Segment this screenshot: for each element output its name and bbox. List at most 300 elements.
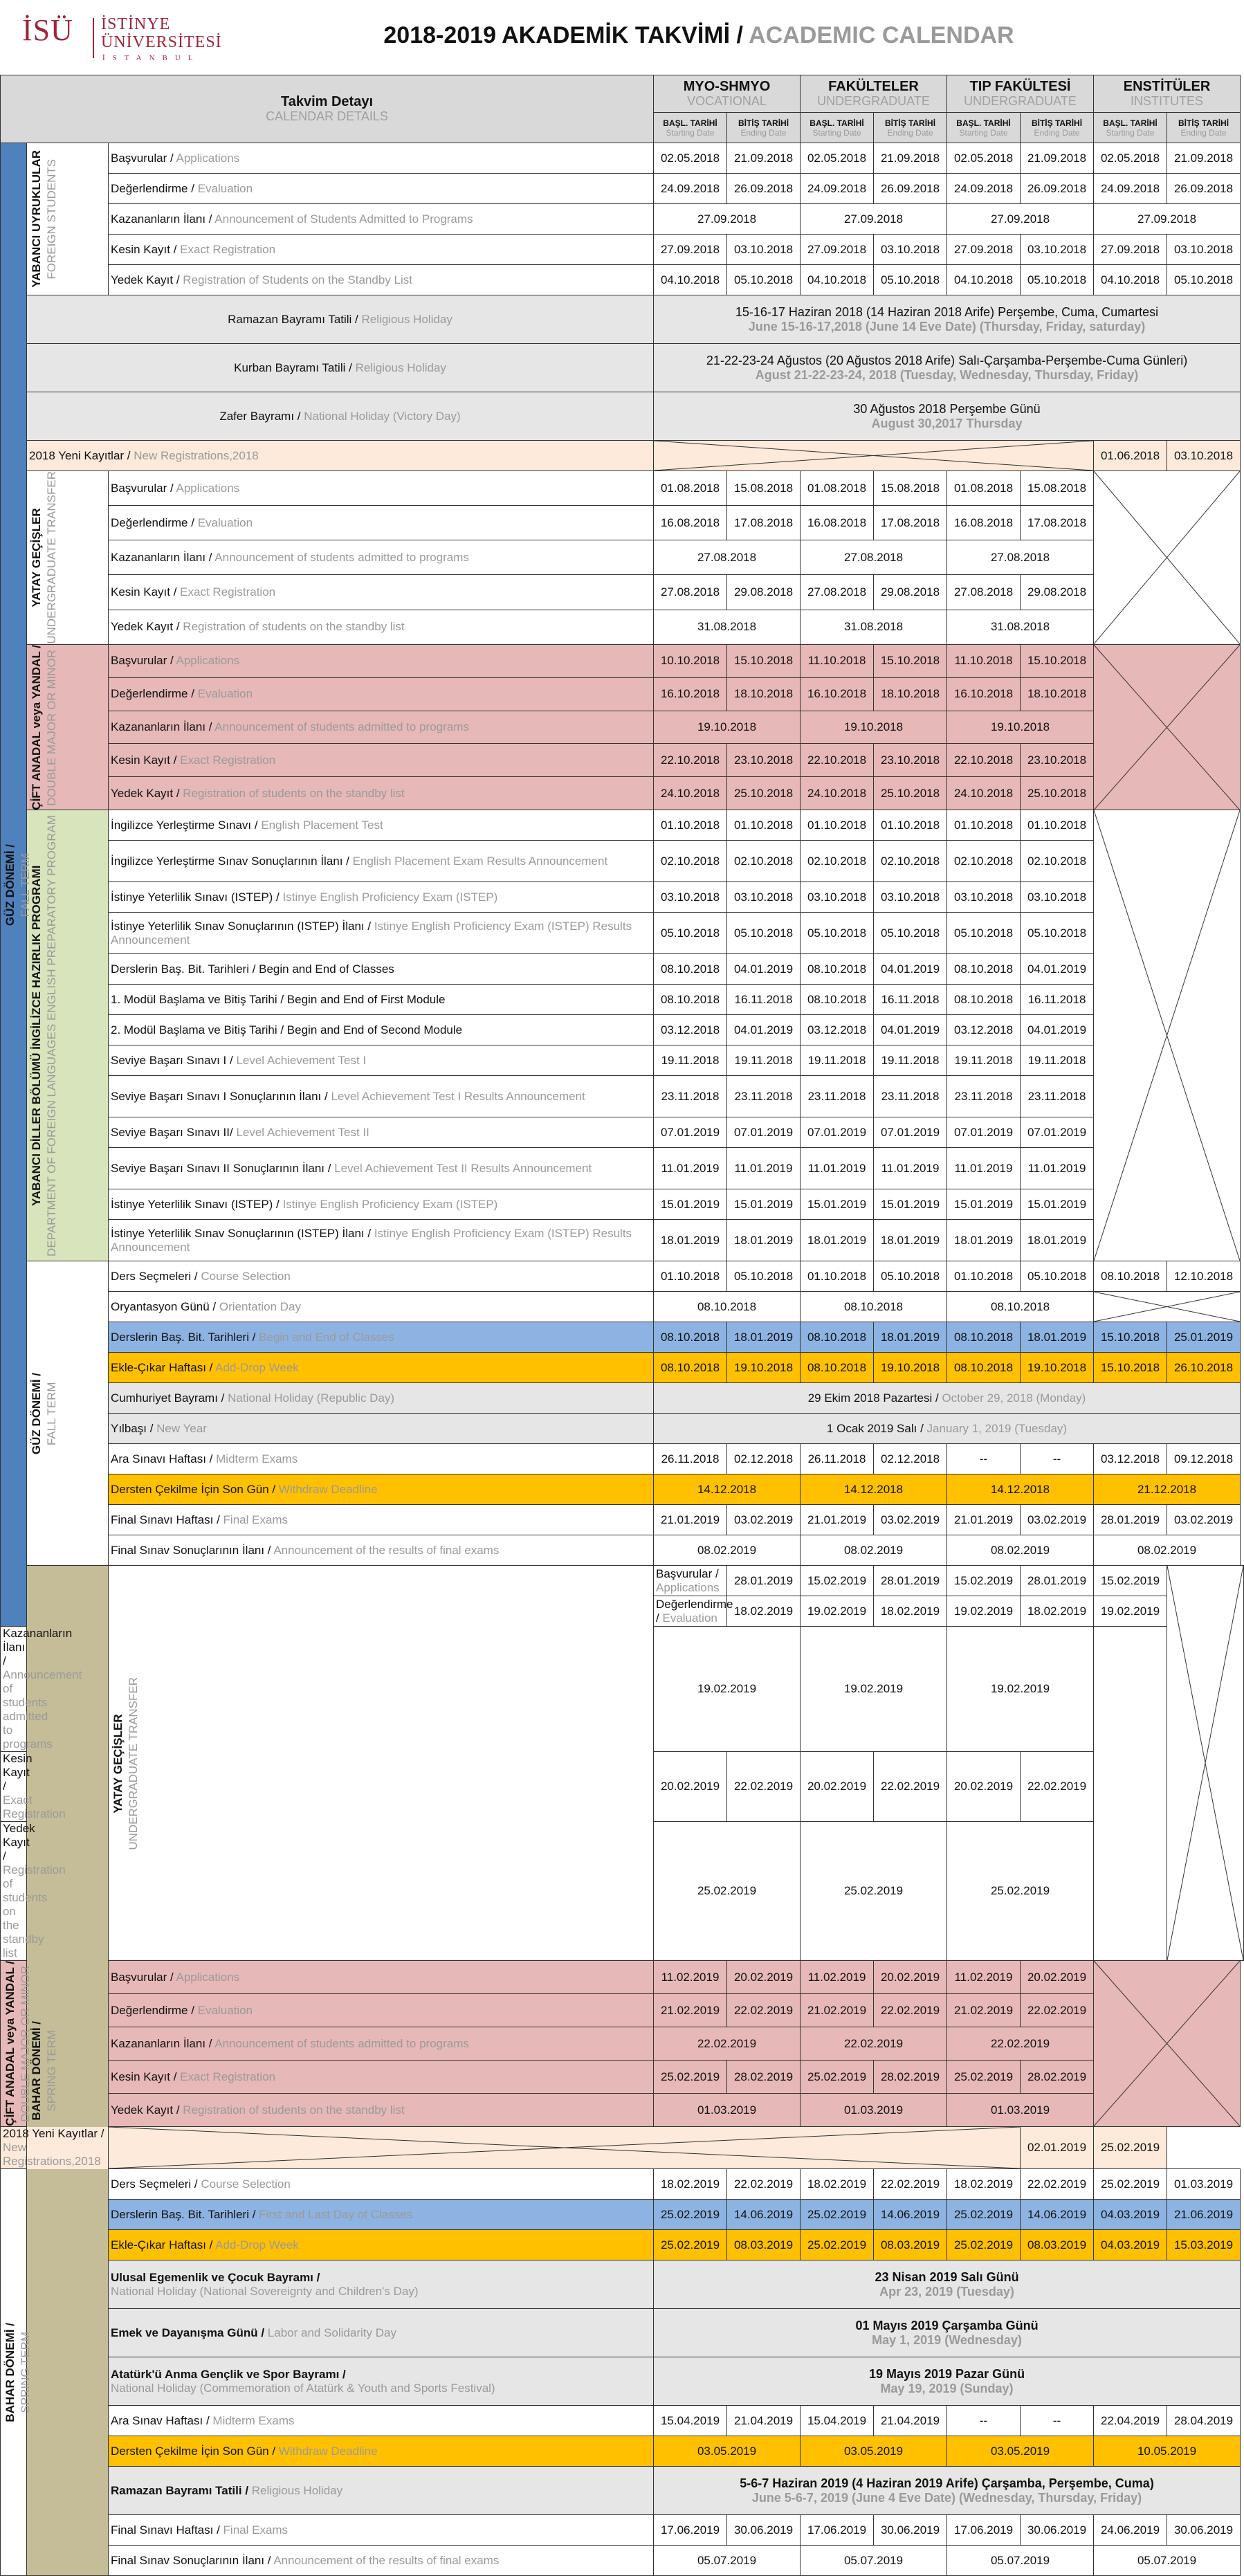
date-cell: 21.09.2018	[874, 143, 947, 174]
spring-transfer-group-tr: YATAY GEÇİŞLER	[111, 1713, 125, 1814]
row-s4	[1, 2260, 1244, 2309]
row-label	[109, 954, 654, 985]
date-cell: 22.04.2019	[1094, 2406, 1167, 2436]
date-cell: 20.02.2019	[1021, 1961, 1094, 1994]
start-date-header	[801, 113, 874, 143]
date-cell: 25.02.2019	[801, 2061, 874, 2094]
column-group-header	[1094, 75, 1241, 113]
date-cell: 23.10.2018	[727, 744, 801, 777]
row-label	[109, 1015, 654, 1045]
start-date-header	[1094, 113, 1167, 143]
col-tr: ENSTİTÜLER	[1123, 78, 1211, 94]
date-cell: 01.10.2018	[874, 810, 947, 841]
row-label-en: Exact Registration	[3, 1793, 66, 1821]
row-label	[1, 1822, 66, 1961]
row-label-en: Evaluation	[662, 1611, 717, 1625]
date-cell: 03.10.2018	[727, 235, 801, 265]
row-label-en: Registration of students on the standby list	[183, 2103, 405, 2117]
row-label	[109, 540, 654, 575]
prep-program-group	[27, 810, 109, 1261]
date-cell: 30.06.2019	[1167, 2515, 1241, 2546]
date-cell: 16.10.2018	[801, 677, 874, 711]
date-cell: 18.10.2018	[874, 677, 947, 711]
row-s3	[1, 2230, 1244, 2260]
date-cell: 07.01.2019	[801, 1117, 874, 1148]
date-cell: 28.02.2019	[1021, 2061, 1094, 2094]
holiday-tr: 29 Ekim 2018 Pazartesi /	[807, 1391, 939, 1405]
row-p9	[1, 1076, 1244, 1117]
row-g2	[1, 1292, 1244, 1322]
row-t2	[1, 506, 1244, 540]
date-cell: 03.10.2018	[1167, 235, 1241, 265]
row-label-en: Evaluation	[197, 181, 253, 195]
date-cell: 16.11.2018	[727, 985, 801, 1015]
transfer-group-label	[29, 471, 60, 644]
date-cell: 15.01.2019	[654, 1189, 727, 1220]
date-cell: 04.01.2019	[874, 1015, 947, 1045]
row-f2	[1, 174, 1244, 204]
date-cell: 04.01.2019	[727, 954, 801, 985]
double-major-group-tr: ÇİFT ANADAL veya YANDAL /	[30, 644, 43, 810]
date-cell: 05.10.2018	[1167, 265, 1241, 295]
date-cell: 25.02.2019	[654, 2230, 727, 2260]
start-date-label	[656, 118, 724, 138]
date-cell: 26.11.2018	[654, 1444, 727, 1474]
date-cell: 27.08.2018	[801, 575, 874, 610]
date-cell: 11.02.2019	[654, 1961, 727, 1994]
row-sd2	[1, 1994, 1244, 2027]
date-cell: 19.11.2018	[1021, 1045, 1094, 1076]
date-cell: 23.11.2018	[874, 1076, 947, 1117]
end-tr: BİTİŞ TARİHİ	[738, 118, 789, 128]
date-cell: 08.02.2019	[947, 1535, 1094, 1566]
column-group-header	[801, 75, 947, 113]
date-cell: 25.02.2019	[1094, 2127, 1167, 2169]
row-label-tr: 2018 Yeni Kayıtlar /	[3, 2127, 104, 2141]
date-cell: 27.08.2018	[801, 540, 947, 575]
date-cell: 03.05.2019	[801, 2436, 947, 2467]
date-cell: 01.10.2018	[947, 810, 1021, 841]
date-cell: 14.06.2019	[1021, 2200, 1094, 2230]
row-label	[109, 1353, 654, 1383]
details-tr: Takvim Detayı	[280, 93, 374, 109]
holiday-tr: 5-6-7 Haziran 2019 (4 Haziran 2019 Arife) Çarşamba, Perşembe, Cuma)	[740, 2476, 1154, 2490]
row-label-tr: İstinye Yeterlilik Sınav Sonuçlarının (ISTEP) İlanı /	[111, 1226, 372, 1240]
row-label-en: New Registrations,2018	[134, 448, 259, 462]
row-label	[109, 235, 654, 265]
date-cell: 18.01.2019	[727, 1322, 801, 1353]
row-label-en: First and Last Day of Classes	[259, 2207, 413, 2221]
date-cell: 01.08.2018	[801, 471, 874, 506]
row-label-tr: Yedek Kayıt /	[111, 620, 180, 634]
row-label-en: Applications	[656, 1580, 720, 1594]
row-label	[109, 1322, 654, 1353]
col-tr: FAKÜLTELER	[828, 78, 919, 94]
date-cell: 15.01.2019	[874, 1189, 947, 1220]
date-cell: 19.02.2019	[801, 1596, 874, 1627]
row-dm2	[1, 677, 1244, 711]
not-applicable-cell	[654, 441, 1094, 471]
row-label	[109, 985, 654, 1015]
row-label	[109, 711, 654, 744]
fall-semester-group	[27, 1261, 109, 1566]
not-applicable-cross	[1094, 1292, 1240, 1322]
row-label	[109, 1414, 654, 1444]
date-cell: 22.02.2019	[1021, 1994, 1094, 2027]
date-cell: 18.01.2019	[874, 1220, 947, 1261]
date-cell: 02.10.2018	[947, 841, 1021, 882]
date-cell: 19.10.2018	[947, 711, 1094, 744]
end-en: Ending Date	[740, 127, 787, 138]
row-label	[109, 644, 654, 677]
row-f1	[1, 143, 1244, 174]
row-h2	[1, 344, 1244, 392]
date-cell: 18.01.2019	[874, 1322, 947, 1353]
date-cell: 27.09.2018	[947, 235, 1021, 265]
date-cell: 26.10.2018	[1167, 1353, 1241, 1383]
row-label-tr: Yedek Kayıt /	[3, 1822, 35, 1863]
holiday-date-cell	[654, 392, 1241, 441]
spring-double-major-group-tr: ÇİFT ANADAL veya YANDAL /	[3, 1961, 17, 2127]
row-label	[109, 2309, 654, 2357]
date-cell: 21.02.2019	[947, 1994, 1021, 2027]
date-cell: 25.02.2019	[801, 2200, 874, 2230]
holiday-date-cell	[654, 344, 1241, 392]
holiday-en: Agust 21-22-23-24, 2018 (Tuesday, Wednesday, Thursday, Friday)	[755, 367, 1139, 382]
double-major-group-en: DOUBLE MAJOR OR MINOR	[45, 649, 58, 805]
row-st1	[1, 1566, 1244, 1596]
date-cell: 25.02.2019	[947, 2200, 1021, 2230]
date-cell: 08.03.2019	[727, 2230, 801, 2260]
row-label	[109, 1505, 654, 1535]
end-date-label	[876, 118, 944, 138]
row-label	[109, 143, 654, 174]
university-logo	[22, 12, 237, 61]
date-cell: 15.01.2019	[947, 1189, 1021, 1220]
date-cell: 05.07.2019	[1094, 2546, 1241, 2576]
holiday-en: May 1, 2019 (Wednesday)	[872, 2332, 1022, 2347]
row-label-tr: Final Sınavı Haftası /	[111, 2523, 220, 2537]
spring-term-label-tr: BAHAR DÖNEMİ /	[30, 2020, 43, 2121]
date-cell: 19.11.2018	[654, 1045, 727, 1076]
date-cell: 01.03.2019	[947, 2094, 1094, 2127]
calendar-details-header	[1, 75, 654, 143]
row-label-en: Begin and End of Classes	[259, 1330, 394, 1344]
holiday-en: October 29, 2018 (Monday)	[942, 1391, 1086, 1405]
date-cell: 21.04.2019	[727, 2406, 801, 2436]
row-label-tr: Değerlendirme /	[111, 687, 194, 701]
row-label	[109, 1261, 654, 1292]
date-cell: 11.10.2018	[947, 644, 1021, 677]
row-label-en: Evaluation	[197, 687, 253, 701]
row-label-tr: İstinye Yeterlilik Sınav Sonuçlarının (ISTEP) İlanı /	[111, 919, 372, 933]
row-label	[27, 392, 654, 441]
row-label-tr: Başvurular /	[111, 654, 174, 668]
date-cell: 20.02.2019	[801, 1752, 874, 1822]
row-label-en: National Holiday (National Sovereignty and Children's Day)	[111, 2284, 419, 2298]
date-cell: --	[947, 1444, 1021, 1474]
not-applicable-cell	[1094, 644, 1241, 810]
date-cell: 18.10.2018	[727, 677, 801, 711]
row-label-en: Announcement of students admitted to programs	[3, 1668, 82, 1751]
row-label	[109, 610, 654, 644]
row-label	[109, 841, 654, 882]
date-cell: 19.10.2018	[874, 1353, 947, 1383]
date-cell: 15.02.2019	[1094, 1566, 1167, 1596]
date-cell: 19.10.2018	[1021, 1353, 1094, 1383]
date-cell: 03.10.2018	[1167, 441, 1241, 471]
row-s7	[1, 2406, 1244, 2436]
double-major-group	[27, 644, 109, 810]
date-cell: 04.01.2019	[1021, 954, 1094, 985]
row-label	[109, 2357, 654, 2406]
date-cell: 22.02.2019	[874, 2169, 947, 2200]
row-label-en: Religious Holiday	[361, 312, 452, 326]
spring-term-label-en: SPRING TERM	[45, 2029, 58, 2112]
date-cell: 25.02.2019	[801, 2230, 874, 2260]
date-cell: 02.05.2018	[654, 143, 727, 174]
row-label	[109, 2406, 654, 2436]
row-sd1	[1, 1961, 1244, 1994]
row-label-tr: Başvurular /	[656, 1566, 719, 1580]
date-cell: 01.10.2018	[654, 810, 727, 841]
date-cell: 03.02.2019	[1167, 1505, 1241, 1535]
row-label	[109, 1444, 654, 1474]
row-label-en: Exact Registration	[180, 242, 276, 256]
row-label-en: Evaluation	[197, 515, 253, 529]
row-label-en: Registration of Students on the Standby List	[183, 273, 413, 286]
date-cell: 02.10.2018	[654, 841, 727, 882]
date-cell: 21.02.2019	[654, 1994, 727, 2027]
date-cell: 27.08.2018	[947, 540, 1094, 575]
date-cell: 22.02.2019	[727, 1752, 801, 1822]
row-label-en: Level Achievement Test I	[236, 1053, 367, 1067]
date-cell: 19.02.2019	[947, 1627, 1094, 1752]
date-cell: 22.10.2018	[654, 744, 727, 777]
date-cell: 04.10.2018	[801, 265, 874, 295]
date-cell: 02.12.2018	[727, 1444, 801, 1474]
row-label-tr: Ders Seçmeleri /	[111, 2177, 198, 2191]
row-sd4	[1, 2061, 1244, 2094]
row-dm4	[1, 744, 1244, 777]
spring-transfer-group	[109, 1566, 654, 1961]
row-label-tr: Ulusal Egemenlik ve Çocuk Bayramı /	[111, 2270, 320, 2284]
date-cell: 27.08.2018	[947, 575, 1021, 610]
date-cell: 01.10.2018	[727, 810, 801, 841]
row-label	[109, 744, 654, 777]
row-label	[109, 506, 654, 540]
row-label-en: Labor and Solidarity Day	[267, 2326, 396, 2339]
date-cell: 01.10.2018	[1021, 810, 1094, 841]
row-label	[109, 1474, 654, 1505]
row-label-tr: İngilizce Yerleştirme Sınavı /	[111, 818, 258, 832]
date-cell: 23.11.2018	[1021, 1076, 1094, 1117]
not-applicable-cell	[1094, 1292, 1241, 1322]
date-cell: 26.09.2018	[1167, 174, 1241, 204]
spring-transfer-group-en: UNDERGRADUATE TRANSFER	[127, 1677, 140, 1850]
row-f4	[1, 235, 1244, 265]
holiday-date-cell	[654, 1414, 1241, 1444]
date-cell: 08.03.2019	[874, 2230, 947, 2260]
logo-line3: İSTANBUL	[102, 54, 201, 62]
row-label-tr: Kazananların İlanı /	[111, 720, 212, 734]
date-cell: 18.02.2019	[654, 2169, 727, 2200]
date-cell: 25.01.2019	[1167, 1322, 1241, 1353]
date-cell: 18.02.2019	[874, 1596, 947, 1627]
not-applicable-cell	[1094, 471, 1241, 645]
date-cell: 28.01.2019	[874, 1566, 947, 1596]
row-label-tr: Kurban Bayramı Tatili /	[234, 360, 352, 374]
date-cell: 24.09.2018	[654, 174, 727, 204]
date-cell: 27.09.2018	[1094, 235, 1167, 265]
date-cell: 18.01.2019	[1021, 1220, 1094, 1261]
date-cell: 20.02.2019	[727, 1961, 801, 1994]
row-s2	[1, 2200, 1244, 2230]
spring-semester-group-tr: BAHAR DÖNEMİ /	[3, 2322, 17, 2422]
row-label-tr: Ara Sınavı Haftası /	[111, 1452, 213, 1465]
date-cell: 15.10.2018	[1021, 644, 1094, 677]
row-label-en: Registration of students on the standby list	[183, 620, 405, 634]
row-label	[109, 2027, 654, 2061]
date-cell: 25.02.2019	[947, 1822, 1094, 1961]
row-label-en: Applications	[176, 1970, 240, 1984]
date-cell: 28.01.2019	[727, 1566, 801, 1596]
row-label-en: Istinye English Proficiency Exam (ISTEP)	[282, 1197, 498, 1211]
date-cell: 05.10.2018	[874, 265, 947, 295]
date-cell: 03.12.2018	[654, 1015, 727, 1045]
row-label-tr: Kazananların İlanı /	[111, 212, 212, 226]
row-label-en: Announcement of students admitted to programs	[214, 2036, 469, 2050]
start-en: Starting Date	[1106, 127, 1155, 138]
row-label	[109, 810, 654, 841]
date-cell: 24.10.2018	[947, 777, 1021, 810]
date-cell: 26.09.2018	[874, 174, 947, 204]
spring-double-major-group	[1, 1961, 32, 2127]
row-label-en: Level Achievement Test II	[236, 1125, 369, 1139]
fall-term-label-tr: GÜZ DÖNEMİ /	[3, 843, 17, 926]
row-label-tr: Emek ve Dayanışma Günü /	[111, 2326, 265, 2339]
date-cell: 25.02.2019	[654, 2200, 727, 2230]
date-cell: --	[1021, 1444, 1094, 1474]
date-cell: 08.02.2019	[1094, 1535, 1241, 1566]
row-label	[109, 204, 654, 235]
date-cell: 19.02.2019	[1094, 1596, 1167, 1627]
start-en: Starting Date	[959, 127, 1008, 138]
date-cell: 01.06.2018	[1094, 441, 1167, 471]
start-date-label	[803, 118, 871, 138]
row-label-tr: Oryantasyon Günü /	[111, 1299, 217, 1313]
date-cell: 22.10.2018	[947, 744, 1021, 777]
row-label-tr: Final Sınav Sonuçlarının İlanı /	[111, 1543, 271, 1557]
end-date-label	[729, 118, 798, 138]
date-cell: 18.10.2018	[1021, 677, 1094, 711]
date-cell: 03.10.2018	[874, 235, 947, 265]
date-cell: 01.10.2018	[801, 810, 874, 841]
row-label-tr: Ramazan Bayramı Tatili /	[228, 312, 358, 326]
row-f5	[1, 265, 1244, 295]
date-cell: 22.02.2019	[874, 1752, 947, 1822]
date-cell: 15.01.2019	[1021, 1189, 1094, 1220]
date-cell: 22.02.2019	[727, 1994, 801, 2027]
date-cell: 05.10.2018	[654, 913, 727, 954]
row-g3	[1, 1322, 1244, 1353]
row-label-tr: Final Sınav Sonuçlarının İlanı /	[111, 2553, 271, 2567]
date-cell: 24.09.2018	[801, 174, 874, 204]
date-cell: --	[1021, 2406, 1094, 2436]
date-cell: 23.11.2018	[654, 1076, 727, 1117]
date-cell: 08.02.2019	[654, 1535, 801, 1566]
date-cell: 21.09.2018	[1021, 143, 1094, 174]
not-applicable-cell	[1094, 810, 1241, 1261]
fall-semester-group-en: FALL TERM	[45, 1382, 58, 1445]
date-cell: 01.08.2018	[947, 471, 1021, 506]
row-label-tr: Dersten Çekilme İçin Son Gün /	[111, 2444, 276, 2458]
date-cell: 27.09.2018	[801, 235, 874, 265]
holiday-tr: 23 Nisan 2019 Salı Günü	[875, 2269, 1019, 2284]
holiday-tr: 1 Ocak 2019 Salı /	[826, 1421, 924, 1435]
row-label-en: Announcement of the results of final exams	[273, 2553, 500, 2567]
date-cell: 14.06.2019	[727, 2200, 801, 2230]
details-en: CALENDAR DETAILS	[266, 109, 388, 123]
date-cell: 21.12.2018	[1094, 1474, 1241, 1505]
row-label	[27, 441, 654, 471]
row-label-tr: İstinye Yeterlilik Sınavı (ISTEP) /	[111, 890, 280, 904]
not-applicable-cell	[1094, 1961, 1241, 2127]
row-label-tr: Kesin Kayıt /	[3, 1752, 33, 1793]
date-cell: 23.10.2018	[874, 744, 947, 777]
row-label-en: Withdraw Deadline	[278, 1482, 378, 1496]
date-cell: 02.05.2018	[947, 143, 1021, 174]
date-cell: 08.10.2018	[654, 1322, 727, 1353]
row-label	[109, 2260, 654, 2309]
row-label-tr: Derslerin Baş. Bit. Tarihleri /	[111, 1330, 256, 1344]
date-cell: 25.02.2019	[801, 1822, 947, 1961]
row-g4	[1, 1353, 1244, 1383]
foreign-students-group-label	[29, 150, 60, 288]
date-cell: 30.06.2019	[727, 2515, 801, 2546]
date-cell: 16.08.2018	[801, 506, 874, 540]
date-cell: 10.10.2018	[654, 644, 727, 677]
spring-semester-group-label	[3, 2323, 33, 2422]
row-label-tr: Atatürk'ü Anma Gençlik ve Spor Bayramı /	[111, 2367, 346, 2381]
date-cell: 18.02.2019	[947, 2169, 1021, 2200]
date-cell: 27.09.2018	[654, 204, 801, 235]
title-en: ACADEMIC CALENDAR	[749, 22, 1014, 48]
holiday-en: Apr 23, 2019 (Tuesday)	[879, 2284, 1014, 2299]
row-label-tr: Başvurular /	[111, 481, 174, 495]
holiday-date-cell	[654, 2309, 1241, 2357]
row-label	[109, 2094, 654, 2127]
row-label	[109, 1383, 654, 1414]
date-cell: 04.10.2018	[1094, 265, 1167, 295]
row-label-en: Final Exams	[223, 2523, 289, 2537]
column-group-header	[654, 75, 801, 113]
row-label-tr: Seviye Başarı Sınavı I /	[111, 1053, 233, 1067]
row-g7	[1, 1444, 1244, 1474]
row-label-en: Exact Registration	[180, 2070, 276, 2083]
fall-semester-group-label	[29, 1373, 60, 1454]
row-label-en: Announcement of students admitted to programs	[214, 550, 469, 564]
logo-divider	[93, 18, 94, 58]
row-label-tr: Seviye Başarı Sınavı I Sonuçlarının İlanı /	[111, 1089, 328, 1103]
row-label-en: Announcement of Students Admitted to Programs	[214, 212, 473, 226]
row-label-tr: Başvurular /	[111, 151, 174, 165]
row-p2	[1, 841, 1244, 882]
date-cell: 24.09.2018	[1094, 174, 1167, 204]
row-label-tr: Değerlendirme /	[111, 2003, 194, 2017]
date-cell: 27.09.2018	[947, 204, 1094, 235]
date-cell: 15.04.2019	[801, 2406, 874, 2436]
